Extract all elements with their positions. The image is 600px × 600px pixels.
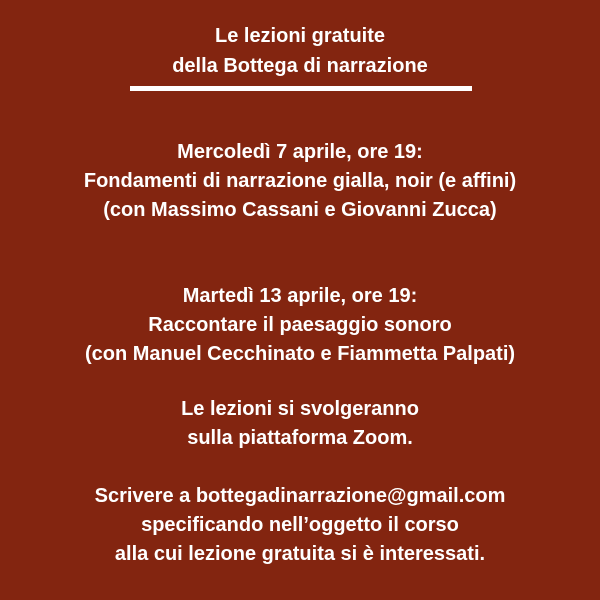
title-divider [130, 86, 472, 91]
contact-line-2: specificando nell’oggetto il corso [141, 514, 459, 536]
title-line-1: Le lezioni gratuite [214, 25, 386, 47]
platform-line-2: sulla piattaforma Zoom. [187, 427, 413, 449]
lesson-1-title: Fondamenti di narrazione gialla, noir (e affini) [83, 170, 517, 192]
contact-line-1: Scrivere a bottegadinarrazione@gmail.com [94, 485, 506, 507]
contact-line-3: alla cui lezione gratuita si è interessati. [114, 543, 486, 565]
lesson-2-title: Raccontare il paesaggio sonoro [148, 314, 452, 336]
lesson-1-date: Mercoledì 7 aprile, ore 19: [177, 141, 423, 163]
lesson-2-date: Martedì 13 aprile, ore 19: [182, 285, 418, 307]
lesson-1-teachers: (con Massimo Cassani e Giovanni Zucca) [103, 199, 497, 221]
lesson-2-teachers: (con Manuel Cecchinato e Fiammetta Palpati) [84, 343, 516, 365]
platform-line-1: Le lezioni si svolgeranno [181, 398, 419, 420]
title-line-2: della Bottega di narrazione [172, 55, 428, 77]
